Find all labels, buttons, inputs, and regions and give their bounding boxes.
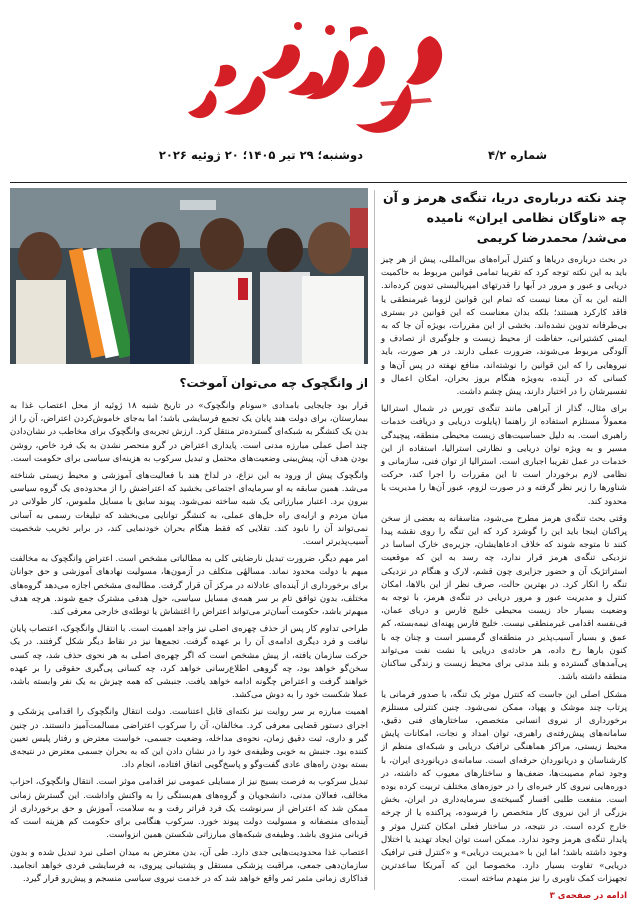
issue-number: شماره ۴/۲ [488, 148, 547, 162]
right-article-paragraph: مشکل اصلی این جاست که کنترل موثر یک تنگه، با صدور فرمانی یا پرتاب چند موشک و پهپاد، ممکن نمی‌شود. چنین کنترلی مستلزم برخورداری از نیروی انسانی متخصص، ساختارهای فنی دقیق، سامانه‌های پیش‌رفته‌ی راهبری، توان امداد و نجات، امکانات پایش محیط زیستی، مراکز هماهنگی ترافیک دریایی و شبکه‌ای منظم از کارشناسان و دریانوردان حرفه‌ای است. سامانه‌ی دریانوردی ایران، با وجود تمام مصیبت‌ها، ضعف‌ها و ساختارهای معیوب که داشته، در دوره‌هایی نیروی کار خبره‌ای را در حوزه‌های مختلف تربیت کرده بوده است. منفعت طلبی افسار گسیخته‌ی سرمایه‌داری در ایران، بخش بزرگی از این نیروی کار متخصص را فرسوده، پراکنده یا از چرخه خارج کرده است. در نتیجه، در ساختار فعلی امکان کنترل موثر و پایدار تنگه‌ی هرمز وجود ندارد. ممکن است توان ایجاد تهدید یا اختلال وجود داشته باشد؛ اما این با «مدیریت دریایی» و «کنترل فنی ترافیک دریایی» تفاوت بسیار دارد. مخصوصا این که آمریکا ساعدترین تجهیزات کمک ناوبری را نیز منهدم ساخته است. [381, 689, 627, 885]
issue-date: دوشنبه؛ ۲۹ تیر ۱۴۰۵؛ ۲۰ ژوئیه ۲۰۲۶ [158, 148, 363, 162]
right-article-headline: چند نکته درباره‌ی دریا، تنگه‌ی هرمز و آن چه «ناوگان نظامی ایران» نامیده می‌شد/ محمدرضا کریمی [382, 190, 627, 245]
continued-link[interactable]: ادامه در صفحه‌ی ۳ [549, 890, 627, 901]
protest-photo [10, 188, 368, 364]
protest-photo-image [10, 188, 368, 364]
left-article [10, 188, 368, 890]
left-article-paragraph: قرار بود جایجایی بامدادی «سونام وانگچوک» در تاریخ شنبه ۱۸ ژوئیه از محل اعتصاب غذا به بیمارستان، برای دولت هند پایان یک تجمع فرسایشی باشد؛ اما به‌جای خاموش‌کردن اعتراض، آن را از بدن یک کنشگر به شبکه‌ای گسترده‌تر منتقل کرد. ارزش تجربه‌ی وانگچوک برای مخاطب در نشان‌دادن چند اصل عملی مبارزه مدنی است. پایداری اعتراض در گرو منحصر نشدن به یک فرد خاص، روشن بودن هدف آن، پیش‌بینی وضعیت‌های محتمل و تبدیل سرکوب به هزینه‌ای سیاسی برای حکومت است. [10, 401, 368, 464]
issue-meta-bar [14, 144, 623, 166]
left-article-paragraph: امر مهم دیگر، ضرورت تبدیل نارضایتی کلی به مطالباتی مشخص است. اعتراض وانگچوک به مخالفت مبهم با دولت محدود نماند. مسالهٔی متکلف در آزمون‌ها، مسولیت نهادهای آموزشی و حق جوانان برای برخورداری از آینده‌ای عادلانه در مرکز آن قرار گرفت. مطالبه‌ی مشخص اجازه می‌دهد گروه‌های مختلف، بدون توافق تام بر سر همه‌ی مسایل سیاسی، حول هدفی مشترک جمع شوند. هرچه هدف مبهم‌تر باشد، حکومت آسان‌تر می‌تواند اعتراض را اغتشاش یا توطئه‌ی خارجی معرفی کند. [10, 554, 368, 618]
newspaper-logo [180, 6, 460, 136]
left-article-paragraph: وانگچوک پیش از ورود به این نزاع، در لداخ هند با فعالیت‌های آموزشی و محیط زیستی شناخته می‌شد. همین سابقه به او سرمایه‌ای اجتماعی بخشید که اعتراضش را از محدوده‌ی یک گروه سیاسی بیرون برد. اعتبار مبارزاتی یک شبه ساخته نمی‌شود. پیوند سابق با مسایل ملموس، کار طولانی در میان مردم و ارایه‌ی راه حل‌های عملی، به کنشگر توانایی می‌بخشد که تبلیغات رسمی به آسانی نمی‌تواند آن را نابود کند. تقلایی که فقط هنگام بحران خودنمایی کند، در برابر تخریب شخصیت آسیب‌پذیرتر است. [10, 471, 368, 548]
logo-calligraphy-icon [180, 6, 460, 136]
left-article-paragraph: اعتصاب غذا محدودیت‌هایی جدی دارد. طی آن، بدن معترض به میدان اصلی نبرد تبدیل شده و بدون سازمان‌دهی جمعی، مراقبت پزشکی مستقل و پشتیبانی پیروی، به فرسایشی فردی خواهد انجامید. فداکاری زمانی مثمر ثمر واقع خواهد شد که در خدمت نیروی سیاسی منسجم و پیش‌رو قرار گیرد. [10, 847, 368, 884]
left-article-paragraph: طراحی تداوم کار پس از حذف چهره‌ی اصلی نیز واجد اهمیت است. با انتقال وانگچوک، اعتصاب پایان نیافت و فرد دیگری ادامه‌ی آن را بر عهده گرفت. تجمع‌ها نیز در نقاط دیگر شکل گرفتند. در یک حرکت سازمان یافته، از پیش مشخص است که اگر چهره‌ی اصلی به هر نحوی حذف شد، چه کسی سخن‌گو خواهد بود، چه گروهی اطلاع‌رسانی خواهد کرد، چه کسانی پی‌گیری حقوقی را بر عهده خواهند گرفت و اعتراض چگونه ادامه خواهد یافت. جنبشی که همه چیزش به یک نفر وابسته باشد، عملا شکست خود را به دوش می‌کشد. [10, 624, 368, 701]
left-article-headline: از وانگچوک چه می‌توان آموخت؟ [179, 376, 368, 390]
right-article [381, 188, 627, 901]
masthead [0, 0, 637, 186]
left-article-paragraph: اهمیت مبارزه بر سر روایت نیز نکته‌ای قابل اعتناست. دولت انتقال وانگچوک را اقدامی پزشکی و اجرای دستور قضایی معرفی کرد. مخالفان، آن را سرکوب اعتراضی مسالمت‌آمیز دانستند. در چنین گیر و داری، ثبت دقیق زمان، نحوه‌ی مداخله، وضعیت جسمی، خواست معترض و رفتار پلیس تعیین کننده بود. جنبش به خوبی وظیفه‌ی خود را در نشان دادن این که به بحران جسمی معترض در نتیجه‌ی بسته بودن راه‌های عادی گفت‌وگو و پاسخ‌گویی اتفاق افتاده، انجام داد. [10, 707, 368, 771]
right-article-paragraph: در بحث درباره‌ی دریاها و کنترل آبراه‌های بین‌المللی، پیش از هر چیز باید به این نکته توجه کرد که تقریبا تمامی قوانین مربوط به حاکمیت دریایی و عبور و مرور در آبها را قدرتهای امپریالیستی تدوین کرده‌اند. البته این به آن معنا نیست که تمام این قوانین لزوما غیرمنطقی یا فاقد کارکرد هستند؛ بلکه بدان معناست که این قوانین در بستری بی‌طرفانه تدوین نشده‌اند. بخشی از این مقررات، بویژه آن جا که به ایمنی کشتیرانی، حفاظت از محیط زیست و جلوگیری از تصادف و آلودگی مربوط می‌شوند، ضرورت عملی دارند. در هر صورت، باید نیروهایی را که این قوانین را نوشته‌اند، منافع نهفته در پس آن‌ها و کسانی که در آینده، به‌ویژه هنگام بروز بحران، امکان اعمال و تفسیرشان را در اختیار دارند، پیش چشم داشت. [381, 255, 627, 398]
right-article-paragraph: برای مثال، گذار از آبراهی مانند تنگه‌ی تورس در شمال استرالیا معمولاً مستلزم استفاده از راهنما (پایلوت دریایی و دریافت خدمات راهبری است. به دلیل حساسیت‌های زیست محیطی منطقه، پیچیدگی مسیر و به ویژه توان دریایی و نظارتی استرالیا، استفاده از این خدمات در عمل تقریبا اجباری است. استرالیا از توان فنی، سازمانی و نظامی لازم برخوردار است تا این مقررات را اجرا کند، حرکت شناورها را زیر نظر گرفته و در صورت لزوم، عبور آن‌ها را مدیریت یا محدود کند. [381, 404, 627, 507]
column-divider [374, 190, 375, 890]
left-article-paragraph: تبدیل سرکوب به فرصت بسیج نیز از مسایلی عمومی نیز اقدامی موثر است. انتقال وانگچوک، احزاب مخالف، فعالان مدنی، دانشجویان و گروه‌های هم‌بستگی را به واکنش واداشت. این گسترش زمانی ممکن شد که اعتراض از سرنوشت یک فرد فراتر رفت و به سلامت، آموزش و حق برخورداری از آینده‌ای منصفانه و مسولیت دولت پیوند خورد. سرکوب هنگامی برای حکومت کم هزینه است که قربانی منزوی باشد. وظیفه‌ی شبکه‌های مبارزاتی شکستن همین انزواست. [10, 777, 368, 841]
masthead-divider [10, 182, 627, 183]
right-article-paragraph: وقتی بحث تنگه‌ی هرمز مطرح می‌شود، متاسفانه به بعضی از سخن پراکنان اینجا باید این را گوشزد کرد که این تنگه را روی نقشه پیدا کنند تا متوجه شوند که خلاف ادعاهایشان، جزیره‌ی خارک اساسا در نزدیکی تنگه‌ی هرمز قرار ندارد، چه رسد به این که موقعیت استراتژیک آن و حضور جزایری چون قشم، لارک و هنگام در نزدیکی تنگه را انکار کرد. در بهترین حالت، صرف نظر از این بالاها، امکان کنترل و مدیریت عبور و مرور دریایی در تنگه‌ی هرمز، با توجه به وضعیت بسیار حاد زیست محیطی خلیج فارس و دریای عمان، فی‌نفسه اقدامی غیرمنطقی نیست. خلیج فارس پهنه‌ای نیمه‌بسته، کم عمق و بسیار آسیب‌پذیر در منطقه‌ای گرمسیر است و چنان چه با کنون بارها رخ داده، هر حادثه‌ی دریایی یا نشت نفت می‌تواند پی‌آمدهای گسترده و بلند مدتی برای محیط زیست و زندگی ساکنان منطقه داشته باشد. [381, 513, 627, 683]
